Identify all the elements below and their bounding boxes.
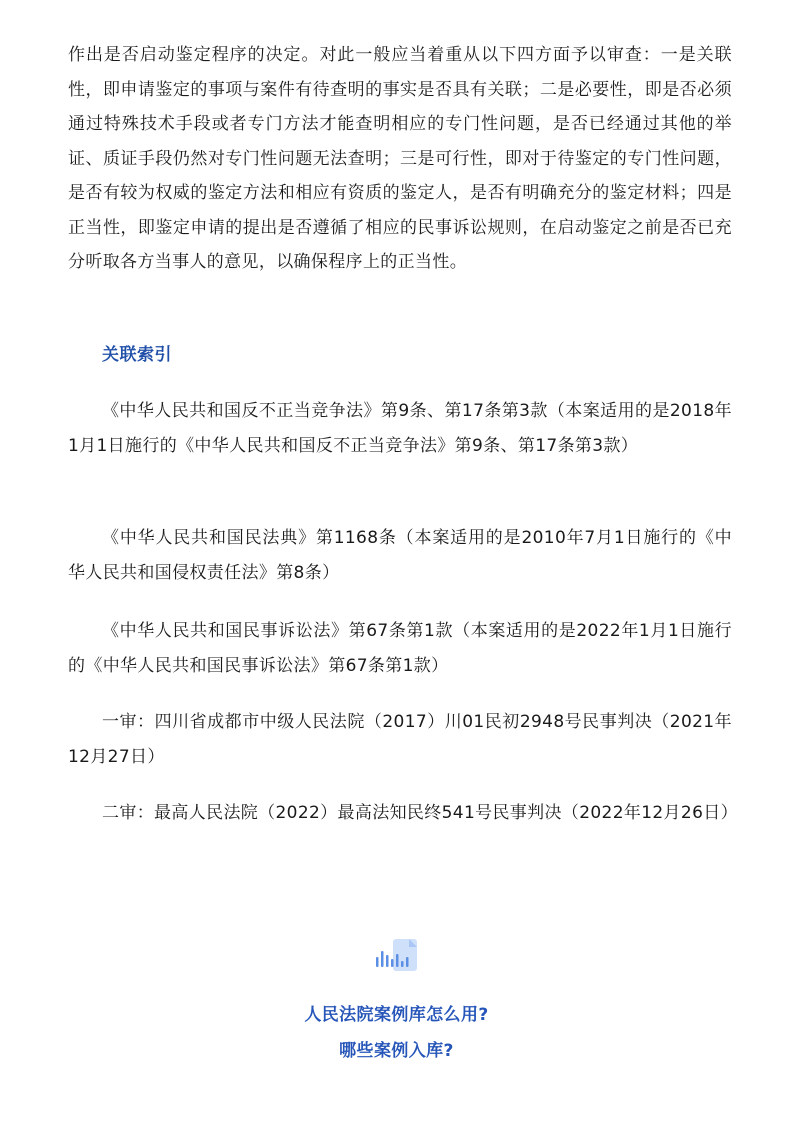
second-instance-judgment: 二审：最高人民法院（2022）最高法知民终541号民事判决（2022年12月26日） bbox=[102, 803, 738, 823]
footer-link-which-cases[interactable]: 哪些案例入库? bbox=[339, 1041, 454, 1061]
reference-item: 《中华人民共和国民法典》第1168条（本案适用的是2010年7月1日施行的《中华人民共和国侵权责任法》第8条） bbox=[68, 528, 732, 583]
reference-item: 《中华人民共和国民事诉讼法》第67条第1款（本案适用的是2022年1月1日施行的《中华人民共和国民事诉讼法》第67条第1款） bbox=[68, 621, 732, 676]
footer-link-how-to-use[interactable]: 人民法院案例库怎么用? bbox=[304, 1005, 489, 1025]
first-instance-judgment: 一审：四川省成都市中级人民法院（2017）川01民初2948号民事判决（2021年12月27日） bbox=[68, 712, 732, 767]
related-index-heading: 关联索引 bbox=[102, 345, 172, 365]
reference-item: 《中华人民共和国反不正当竞争法》第9条、第17条第3款（本案适用的是2018年1月1日施行的《中华人民共和国反不正当竞争法》第9条、第17条第3款） bbox=[68, 401, 732, 456]
intro-paragraph: 作出是否启动鉴定程序的决定。对此一般应当着重从以下四方面予以审查：一是关联性，即申请鉴定的事项与案件有待查明的事实是否具有关联；二是必要性，即是否必须通过特殊技术手段或者专门方法才能查明相应的专门性问题，是否已经通过其他的举证、质证手段仍然对专门性问题无法查明；三是可行性，即对于待鉴定的专门性问题，是否有较为权威的鉴定方法和相应有资质的鉴定人，是否有明确充分的鉴定材料；四是正当性，即鉴定申请的提出是否遵循了相应的民事诉讼规则，在启动鉴定之前是否已充分听取各方当事人的意见，以确保程序上的正当性。 bbox=[68, 45, 732, 272]
document-chart-icon bbox=[373, 937, 421, 975]
